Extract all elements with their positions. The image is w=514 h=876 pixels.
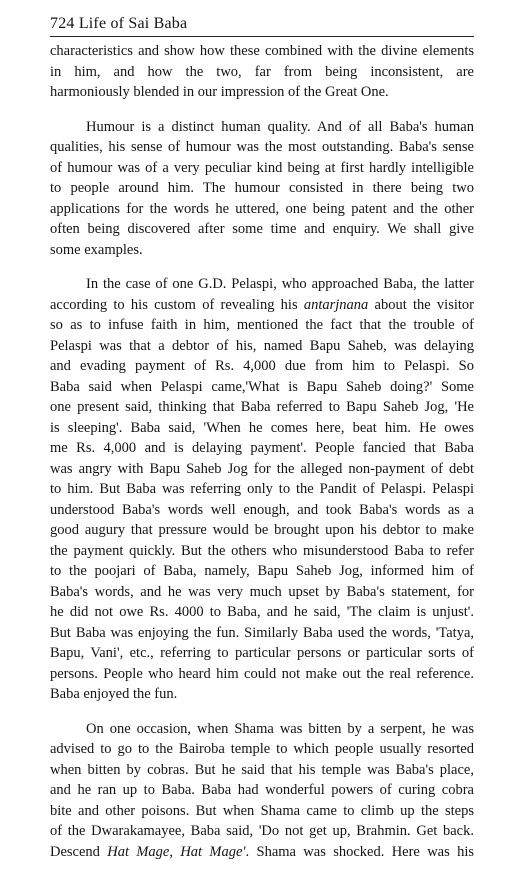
text-line: On one occasion, when Shama was bitten by a serpent, he was	[86, 720, 474, 737]
text-run: Descend	[50, 843, 108, 860]
text-line: But Baba was enjoying the fun. Similarly Baba used the words, 'Tatya,	[50, 624, 474, 641]
text-line: of humour was of a very peculiar kind being at first hardly intelligible	[50, 159, 474, 176]
text-line: Baba's words, and he was very much upset by Baba's statement, for	[50, 583, 474, 600]
italic-term: antarjnana	[303, 296, 369, 313]
text-line: understood Baba's words well enough, and took Baba's words as a	[50, 501, 474, 518]
text-line: when bitten by cobras. But he said that his temple was Baba's place,	[50, 761, 474, 778]
text-line: some examples.	[50, 241, 143, 258]
running-header	[50, 14, 474, 34]
text-line: often being discovered after some time and enquiry. We shall give	[50, 221, 474, 237]
header-rule	[50, 36, 474, 37]
text-line: bite and other poisons. But when Shama came to climb up the steps	[50, 802, 474, 819]
text-line: harmoniously blended in our impression of the Great One.	[50, 84, 389, 100]
text-line	[50, 842, 474, 863]
text-line: Bapu, Vani', etc., referring to particular persons or particular sorts of	[50, 645, 474, 661]
book-page	[50, 14, 474, 876]
text-line: was angry with Bapu Saheb Jog for the alleged non-payment of debt	[50, 460, 474, 477]
text-line: qualities, his sense of humour was the most outstanding. Baba's sense	[50, 139, 474, 155]
text-line: one present said, thinking that Baba referred to Bapu Saheb Jog, 'He	[50, 399, 474, 415]
text-run: about the visitor	[368, 296, 474, 313]
text-line	[50, 295, 474, 316]
text-line: he did not owe Rs. 4000 to Baba, and he said, 'The claim is unjust'.	[50, 604, 474, 620]
page-number: 724	[50, 15, 75, 32]
text-run: Here was his	[391, 843, 475, 860]
text-line: Baba enjoyed the fun.	[50, 686, 178, 702]
text-line: of the Dwarakamayee, Baba said, 'Do not get up, Brahmin. Get back.	[50, 823, 474, 839]
text-line: and he ran up to Baba. Baba had wonderful powers of curing cobra	[50, 782, 474, 798]
text-line: applications for the words he uttered, one being patent and the other	[50, 200, 474, 217]
paragraph	[50, 41, 474, 103]
text-line: Pelaspi was that a debtor of his, named Bapu Saheb, was delaying	[50, 337, 474, 354]
text-line: good augury that pressure would be brought upon his debtor to make	[50, 522, 474, 538]
paragraph	[50, 117, 474, 261]
paragraph	[50, 274, 474, 705]
text-line: persons. People who heard him could not make out the real reference.	[50, 665, 474, 682]
text-line: so as to infuse faith in him, mentioned the fact that the trouble of	[50, 317, 474, 333]
text-line: characteristics and show how these combined with the divine elements	[50, 43, 474, 59]
text-run: . Shama was shocked.	[245, 843, 392, 860]
text-line: Humour is a distinct human quality. And of all Baba's human	[86, 118, 474, 135]
text-run: according to his custom of revealing his	[50, 296, 304, 313]
text-line: me Rs. 4,000 and is delaying payment'. People fancied that Baba	[50, 440, 474, 456]
text-line: is sleeping'. Baba said, 'When he comes here, beat him. He owes	[50, 419, 474, 436]
text-line: advised to go to the Bairoba temple to which people usually resorted	[50, 741, 474, 757]
text-line: in him, and how the two, far from being inconsistent, are	[50, 63, 474, 80]
running-title: Life of Sai Baba	[78, 15, 188, 32]
text-line: to him. But Baba was referring only to the Pandit of Pelaspi. Pelaspi	[50, 481, 474, 497]
italic-phrase: Hat Mage, Hat Mage'	[107, 843, 246, 860]
text-line: In the case of one G.D. Pelaspi, who approached Baba, the latter	[86, 276, 474, 292]
text-line: Baba said when Pelaspi came,'What is Bapu Saheb doing?' Some	[50, 378, 474, 395]
paragraph	[50, 719, 474, 863]
text-line: to people around him. The humour consisted in there being two	[50, 180, 474, 196]
text-line: the payment quickly. But the others who misunderstood Baba to refer	[50, 542, 474, 559]
text-line: to the poojari of Baba, namely, Bapu Saheb Jog, informed him of	[50, 563, 474, 579]
text-line: and evading payment of Rs. 4,000 due from him to Pelaspi. So	[50, 358, 474, 374]
